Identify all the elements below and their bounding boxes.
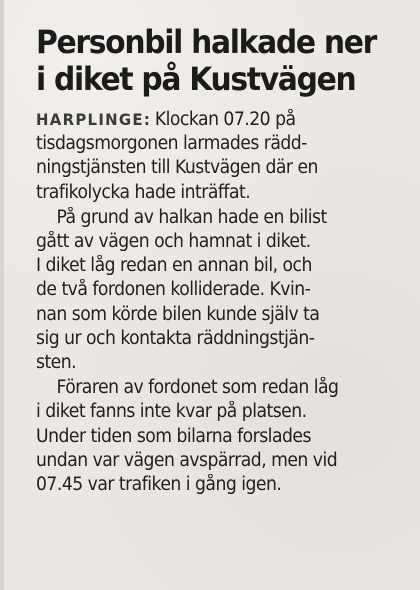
- body-line: 07.45 var trafiken i gång igen.: [36, 474, 282, 496]
- body-line: undan var vägen avspärrad, men vid: [36, 449, 338, 471]
- body-line: gått av vägen och hamnat i diket.: [36, 231, 311, 253]
- body-line: i diket fanns inte kvar på platsen.: [36, 401, 307, 423]
- body-line: trafikolycka hade inträffat.: [36, 181, 251, 203]
- headline-line: Personbil halkade ner: [36, 23, 376, 61]
- body-line: sten.: [36, 352, 77, 374]
- body-line: tisdagsmorgonen larmades rädd-: [36, 133, 307, 155]
- clipping-edge: [0, 0, 4, 590]
- body-line: nan som körde bilen kunde själv ta: [36, 303, 320, 325]
- body-line: I diket låg redan en annan bil, och: [36, 255, 312, 277]
- body-line: På grund av halkan hade en bilist: [56, 206, 327, 228]
- body-text: Klockan 07.20 på: [154, 109, 296, 130]
- body-line: ningstjänsten till Kustvägen där en: [36, 157, 318, 179]
- body-line: de två fordonen kolliderade. Kvin-: [36, 279, 311, 301]
- body-line: Föraren av fordonet som redan låg: [56, 377, 339, 399]
- body-line: Under tiden som bilarna forslades: [36, 425, 311, 447]
- body-line: sig ur och kontakta räddningstjän-: [36, 327, 315, 349]
- article-headline: [36, 24, 386, 98]
- article-dateline: HARPLINGE:: [36, 110, 152, 129]
- body-line: [36, 108, 386, 132]
- article-body: [36, 108, 412, 497]
- headline-line: i diket på Kustvägen: [36, 60, 356, 98]
